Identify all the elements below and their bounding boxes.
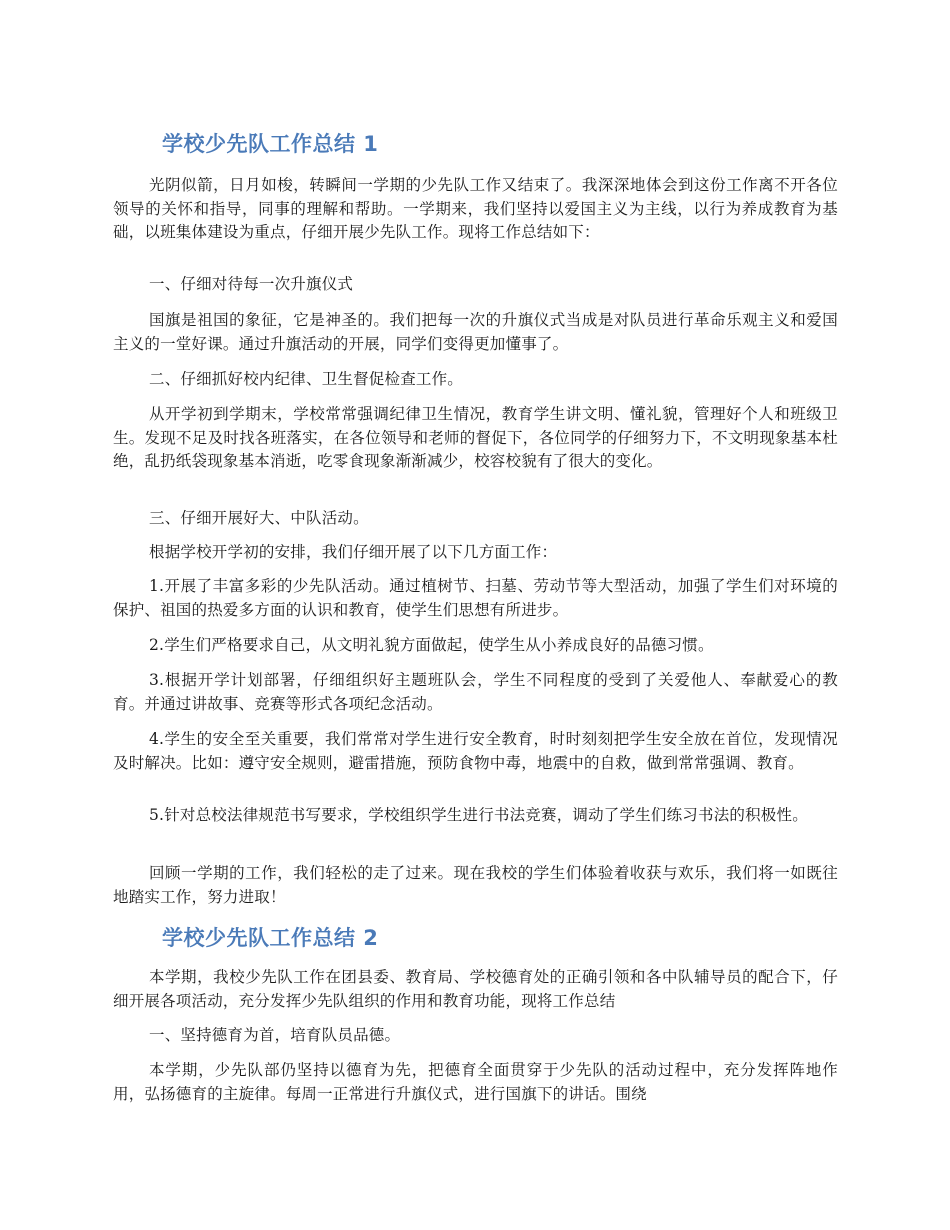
- paragraph-heading: 二、仔细抓好校内纪律、卫生督促检查工作。: [149, 370, 464, 388]
- paragraph: 国旗是祖国的象征，它是神圣的。我们把每一次的升旗仪式当成是对队员进行革命乐观主义和爱国主义的一堂好课。通过升旗活动的开展，同学们变得更加懂事了。: [113, 311, 838, 353]
- paragraph: 从开学初到学期末，学校常常强调纪律卫生情况，教育学生讲文明、懂礼貌，管理好个人和班级卫生。发现不足及时找各班落实，在各位领导和老师的督促下，各位同学的仔细努力下，不文明现象基本杜绝，乱扔纸袋现象基本消逝，吃零食现象渐渐减少，校容校貌有了很大的变化。: [113, 405, 838, 470]
- list-item: 5.针对总校法律规范书写要求，学校组织学生进行书法竞赛，调动了学生们练习书法的积极性。: [149, 806, 808, 824]
- paragraph: 本学期，少先队部仍坚持以德育为先，把德育全面贯穿于少先队的活动过程中，充分发挥阵地作用，弘扬德育的主旋律。每周一正常进行升旗仪式，进行国旗下的讲话。围绕: [113, 1061, 838, 1103]
- paragraph: 光阴似箭，日月如梭，转瞬间一学期的少先队工作又结束了。我深深地体会到这份工作离不开各位领导的关怀和指导，同事的理解和帮助。一学期来，我们坚持以爱国主义为主线，以行为养成教育为基础，以班集体建设为重点，仔细开展少先队工作。现将工作总结如下：: [113, 176, 838, 241]
- paragraph: 根据学校开学初的安排，我们仔细开展了以下几方面工作：: [149, 543, 558, 561]
- paragraph-heading: 一、仔细对待每一次升旗仪式: [149, 275, 354, 293]
- list-item: 1.开展了丰富多彩的少先队活动。通过植树节、扫墓、劳动节等大型活动，加强了学生们对环境的保护、祖国的热爱多方面的认识和教育，使学生们思想有所进步。: [113, 577, 838, 619]
- list-item: 2.学生们严格要求自己，从文明礼貌方面做起，使学生从小养成良好的品德习惯。: [149, 636, 714, 654]
- section-title-1: 学校少先队工作总结 1: [162, 132, 379, 156]
- section-title-2: 学校少先队工作总结 2: [162, 926, 379, 950]
- list-item: 4.学生的安全至关重要，我们常常对学生进行安全教育，时时刻刻把学生安全放在首位，发现情况及时解决。比如：遵守安全规则，避雷措施，预防食物中毒，地震中的自救，做到常常强调、教育。: [113, 730, 838, 772]
- paragraph-heading: 三、仔细开展好大、中队活动。: [149, 509, 369, 527]
- paragraph: 本学期，我校少先队工作在团县委、教育局、学校德育处的正确引领和各中队辅导员的配合下，仔细开展各项活动，充分发挥少先队组织的作用和教育功能，现将工作总结: [113, 968, 838, 1010]
- list-item: 3.根据开学计划部署，仔细组织好主题班队会，学生不同程度的受到了关爱他人、奉献爱心的教育。并通过讲故事、竞赛等形式各项纪念活动。: [113, 671, 838, 713]
- paragraph-heading: 一、坚持德育为首，培育队员品德。: [149, 1026, 401, 1044]
- paragraph: 回顾一学期的工作，我们轻松的走了过来。现在我校的学生们体验着收获与欢乐，我们将一如既往地踏实工作，努力进取！: [113, 864, 838, 906]
